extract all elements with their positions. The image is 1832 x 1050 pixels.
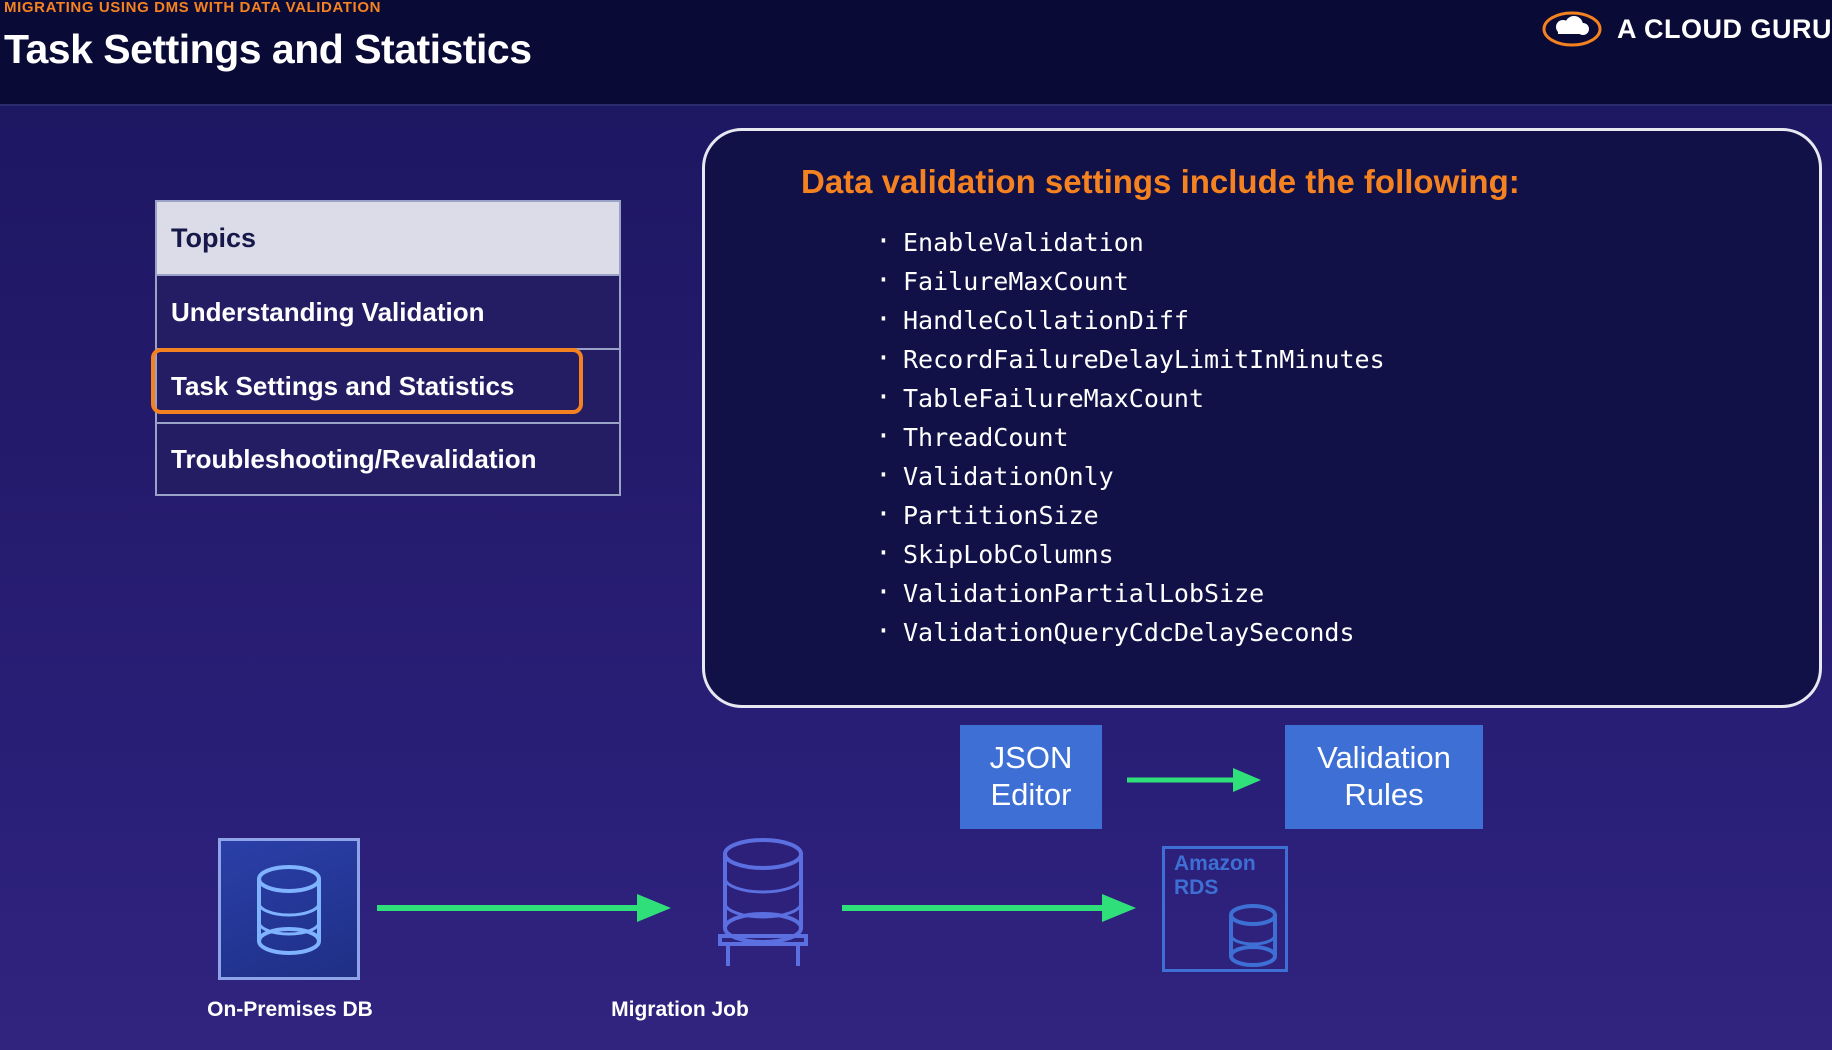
list-item: · HandleCollationDiff (875, 301, 1779, 340)
topic-item-task-settings-and-statistics[interactable]: Task Settings and Statistics (155, 348, 621, 422)
amazon-rds-label-line2: RDS (1174, 876, 1219, 899)
settings-list (875, 223, 1779, 652)
cloud-icon (1541, 8, 1603, 50)
panel-title: Data validation settings include the following: (801, 163, 1520, 200)
json-editor-label-line1: JSON (989, 740, 1073, 775)
list-item: · ThreadCount (875, 418, 1779, 457)
brand-name: A CLOUD GURU (1617, 13, 1832, 44)
list-item: · ValidationPartialLobSize (875, 574, 1779, 613)
arrow-right-icon (1125, 760, 1265, 800)
validation-rules-label-line1: Validation (1317, 740, 1451, 775)
list-item: · TableFailureMaxCount (875, 379, 1779, 418)
list-item: · RecordFailureDelayLimitInMinutes (875, 340, 1779, 379)
page-title: Task Settings and Statistics (4, 26, 532, 72)
list-item: · SkipLobColumns (875, 535, 1779, 574)
validation-rules-box (1285, 725, 1483, 829)
on-premises-db-label: On-Premises DB (207, 998, 373, 1021)
list-item: · FailureMaxCount (875, 262, 1779, 301)
architecture-diagram (0, 708, 1832, 1050)
settings-panel (702, 128, 1822, 708)
topic-item-troubleshooting-revalidation[interactable]: Troubleshooting/Revalidation (155, 422, 621, 496)
list-item: · PartitionSize (875, 496, 1779, 535)
database-stack-icon (708, 836, 818, 984)
topics-table (155, 200, 621, 496)
list-item: · ValidationOnly (875, 457, 1779, 496)
database-icon (243, 863, 335, 959)
arrow-right-icon (840, 888, 1140, 928)
amazon-rds-icon (1222, 904, 1284, 970)
migration-job-label: Migration Job (611, 998, 749, 1021)
course-eyebrow: MIGRATING USING DMS WITH DATA VALIDATION (4, 0, 382, 16)
amazon-rds-label-line1: Amazon (1174, 852, 1256, 875)
validation-rules-label-line2: Rules (1344, 777, 1424, 812)
json-editor-box (960, 725, 1102, 829)
slide-header (0, 0, 1832, 106)
topic-item-understanding-validation[interactable]: Understanding Validation (155, 274, 621, 348)
brand (1541, 8, 1832, 50)
amazon-rds-label (1174, 852, 1256, 900)
list-item: · ValidationQueryCdcDelaySeconds (875, 613, 1779, 652)
list-item: · EnableValidation (875, 223, 1779, 262)
arrow-right-icon (375, 888, 675, 928)
topics-header: Topics (155, 200, 621, 274)
json-editor-label-line2: Editor (990, 777, 1072, 812)
